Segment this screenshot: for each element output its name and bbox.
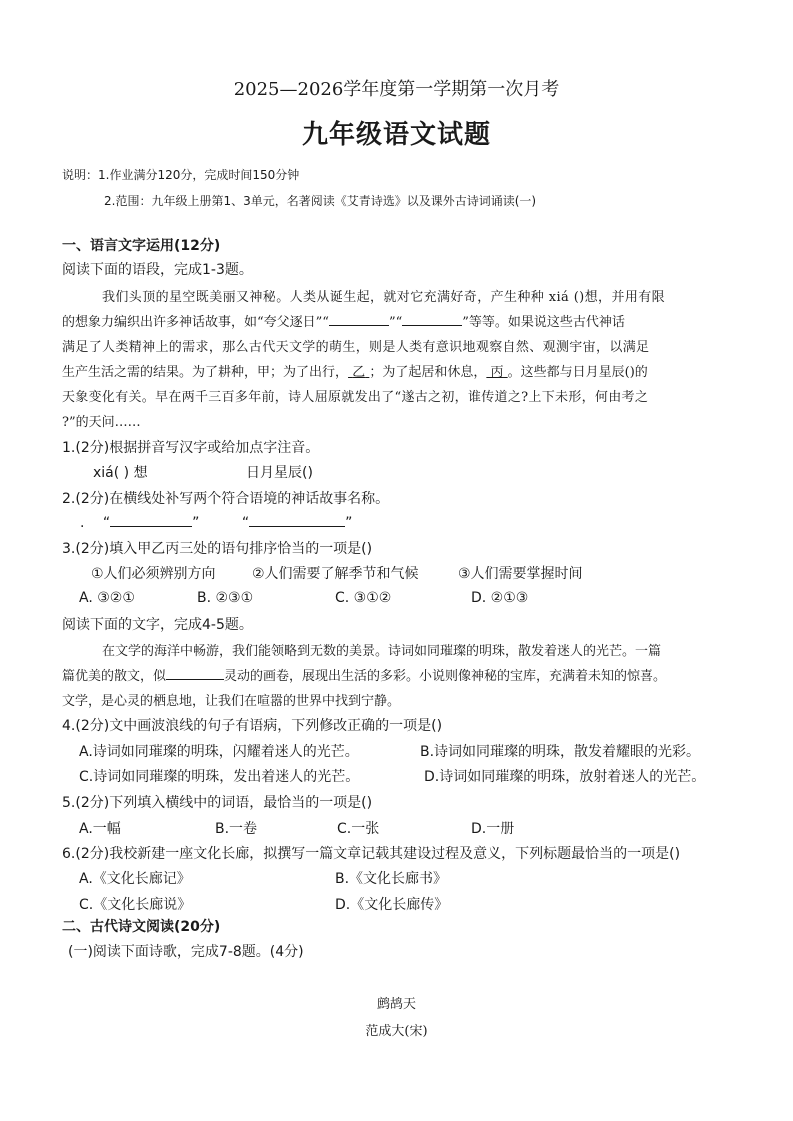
- para2-line-1: 在文学的海洋中畅游，我们能领略到无数的美景。诗词如同璀璨的明珠，散发着迷人的光芒。一篇: [102, 644, 662, 659]
- q5-option-a[interactable]: A.一幅: [79, 821, 121, 837]
- reading-intro-1: 阅读下面的语段，完成1-3题。: [62, 262, 253, 278]
- q2-dot: .: [80, 515, 85, 531]
- q2-open-quote-b: “: [241, 515, 250, 531]
- q3-option-a[interactable]: A. ③②①: [79, 590, 135, 606]
- question-1: 1.(2分)根据拼音写汉字或给加点字注音。: [62, 440, 320, 456]
- para2-line-3: 文学，是心灵的栖息地，让我们在喧嚣的世界中找到宁静。: [62, 694, 401, 709]
- para2-line-2: [62, 665, 666, 684]
- answer-blank-2[interactable]: [402, 311, 462, 326]
- slot-bing: 丙: [490, 365, 504, 380]
- poem-intro: (一)阅读下面诗歌，完成7-8题。(4分): [68, 944, 304, 960]
- para1-line-6: ?”的天问……: [62, 415, 141, 430]
- section-2-heading: 二、古代诗文阅读(20分): [62, 919, 221, 935]
- slot-yi: 乙: [352, 365, 366, 380]
- question-4: 4.(2分)文中画波浪线的句子有语病，下列修改正确的一项是(): [62, 718, 443, 734]
- q2-blank-b[interactable]: [249, 512, 345, 527]
- q2-close-quote-b: ”: [345, 515, 353, 531]
- reading-intro-2: 阅读下面的文字，完成4-5题。: [62, 617, 253, 633]
- q2-open-quote-a: “: [102, 515, 111, 531]
- para1-l2-part-b: ”“: [388, 315, 403, 330]
- para1-l2-part-c: ”等等。如果说这些古代神话: [462, 315, 625, 330]
- q6-option-a[interactable]: A.《文化长廊记》: [79, 871, 191, 887]
- q1-item-b[interactable]: 日月星辰(): [246, 465, 313, 481]
- note-line-1: 说明：1.作业满分120分，完成时间150分钟: [62, 168, 300, 182]
- q6-option-c[interactable]: C.《文化长廊说》: [79, 897, 192, 913]
- q4-option-b[interactable]: B.诗词如同璀璨的明珠，散发着耀眼的光彩。: [420, 744, 701, 760]
- para1-l4-part-c: ；为了起居和休息，: [369, 365, 487, 380]
- q6-option-b[interactable]: B.《文化长廊书》: [335, 871, 448, 887]
- q4-option-c[interactable]: C.诗词如同璀璨的明珠，发出着迷人的光芒。: [79, 769, 360, 785]
- para1-l2-part-a: 的想象力编织出许多神话故事，如“夸父逐日”“: [62, 315, 329, 330]
- section-1-heading: 一、语言文字运用(12分): [62, 238, 221, 254]
- q4-option-d[interactable]: D.诗词如同璀璨的明珠，放射着迷人的光芒。: [424, 769, 706, 785]
- para1-line-1: 我们头顶的星空既美丽又神秘。人类从诞生起，就对它充满好奇，产生种种 xiá ()想，并用有限: [102, 290, 666, 305]
- poem-title: 鹧鸪天: [376, 997, 416, 1012]
- exam-heading: 2025—2026学年度第一学期第一次月考: [233, 79, 560, 100]
- q2-close-quote-a: ”: [192, 515, 200, 531]
- question-6: 6.(2分)我校新建一座文化长廊，拟撰写一篇文章记载其建设过程及意义，下列标题最恰当的一项是(): [62, 846, 681, 862]
- para1-l4-part-b: ；为了出行，: [270, 365, 349, 380]
- q3-item-2: ②人们需要了解季节和气候: [252, 566, 419, 582]
- para2-l2-part-a: 篇优美的散文，似: [62, 669, 167, 684]
- answer-blank-1[interactable]: [329, 311, 389, 326]
- para1-l4-part-a: 生产生活之需的结果。为了耕种，: [62, 365, 258, 380]
- q3-option-d[interactable]: D. ②①③: [471, 590, 529, 606]
- slot-jia: 甲: [257, 365, 271, 380]
- poem-author: 范成大(宋): [365, 1024, 428, 1039]
- para1-l4-part-d: 。这些都与日月星辰()的: [507, 365, 648, 380]
- page-title: 九年级语文试题: [301, 120, 491, 150]
- q5-option-c[interactable]: C.一张: [337, 821, 380, 837]
- para1-line-4: [62, 361, 648, 380]
- q5-option-b[interactable]: B.一卷: [215, 821, 258, 837]
- q3-item-3: ③人们需要掌握时间: [458, 566, 583, 582]
- question-2: 2.(2分)在横线处补写两个符合语境的神话故事名称。: [62, 491, 390, 507]
- q1-item-a[interactable]: xiá( ) 想: [93, 465, 148, 481]
- q4-option-a[interactable]: A.诗词如同璀璨的明珠，闪耀着迷人的光芒。: [79, 744, 359, 760]
- q2-blank-a[interactable]: [110, 512, 192, 527]
- para1-line-3: 满足了人类精神上的需求，那么古代天文学的萌生，则是人类有意识地观察自然、观测宇宙，以满足: [62, 340, 650, 355]
- q5-option-d[interactable]: D.一册: [471, 821, 515, 837]
- q3-option-c[interactable]: C. ③①②: [335, 590, 392, 606]
- q3-option-b[interactable]: B. ②③①: [197, 590, 254, 606]
- q3-item-1: ①人们必须辨别方向: [91, 566, 216, 582]
- q6-option-d[interactable]: D.《文化长廊传》: [335, 897, 449, 913]
- answer-blank-3[interactable]: [166, 665, 224, 680]
- note-line-2: 2.范围：九年级上册第1、3单元，名著阅读《艾青诗选》以及课外古诗词诵读(一): [104, 194, 537, 208]
- question-3: 3.(2分)填入甲乙丙三处的语句排序恰当的一项是(): [62, 541, 373, 557]
- para1-line-2: [62, 311, 625, 330]
- para1-line-5: 天象变化有关。早在两千三百多年前，诗人屈原就发出了“遂古之初，谁传道之?上下未形，何由考之: [62, 390, 649, 405]
- q2-answer-line: [80, 512, 352, 531]
- question-5: 5.(2分)下列填入横线中的词语，最恰当的一项是(): [62, 795, 373, 811]
- para2-l2-part-b: 灵动的画卷，展现出生活的多彩。小说则像神秘的宝库，充满着未知的惊喜。: [224, 669, 667, 684]
